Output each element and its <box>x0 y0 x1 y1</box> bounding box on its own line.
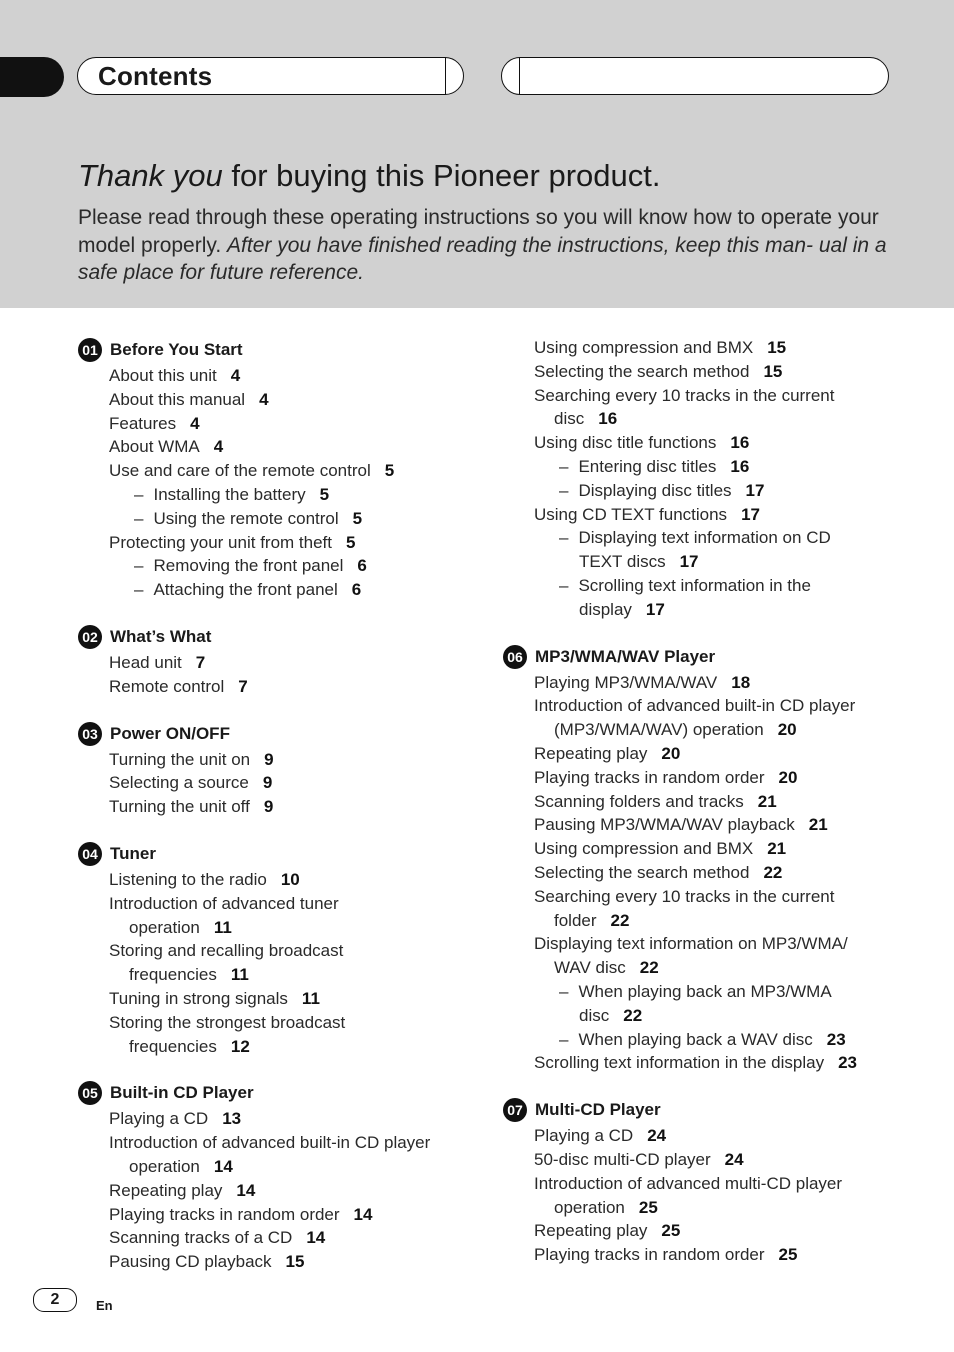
toc-entry[interactable] <box>503 766 923 790</box>
toc-entry-label: Pausing MP3/WMA/WAV playback <box>534 815 795 835</box>
toc-page-number: 5 <box>346 532 356 552</box>
toc-entry-label: disc <box>579 1005 610 1025</box>
toc-page-number: 15 <box>763 361 783 381</box>
toc-page-number: 7 <box>238 676 248 696</box>
dash-bullet: – <box>134 580 144 600</box>
toc-entry-label: frequencies <box>129 1036 217 1056</box>
toc-entry[interactable] <box>503 1243 923 1267</box>
toc-page-number: 4 <box>230 366 241 385</box>
toc-entry[interactable] <box>78 1179 478 1203</box>
toc-page-number: 4 <box>190 413 200 433</box>
toc-entry[interactable] <box>78 1226 478 1250</box>
section-number-badge: 06 <box>503 645 527 669</box>
toc-entry[interactable] <box>503 1219 923 1243</box>
toc-page-number: 16 <box>598 409 618 429</box>
toc-page-number: 5 <box>384 461 395 481</box>
toc-page-number: 11 <box>230 965 249 985</box>
toc-entry-label: Repeating play <box>109 1180 223 1200</box>
toc-entry[interactable] <box>503 1004 923 1028</box>
toc-entry[interactable] <box>78 675 478 699</box>
toc-right-column <box>503 338 923 1290</box>
toc-entry[interactable] <box>78 554 478 578</box>
toc-entry-label: Storing and recalling broadcast <box>109 941 344 961</box>
thank-you-rest: for buying this Pioneer product. <box>222 158 661 193</box>
toc-entry-label: Installing the battery <box>153 484 306 504</box>
toc-page-number: 20 <box>778 767 798 787</box>
section-title: Built-in CD Player <box>110 1083 254 1103</box>
toc-entry-label: disc <box>554 409 585 429</box>
toc-entry-label: Displaying text information on MP3/WMA/ <box>534 934 848 954</box>
toc-entry-label: Turning the unit on <box>109 749 251 769</box>
toc-entry-label: Selecting a source <box>109 773 249 793</box>
page-number: 2 <box>33 1288 77 1312</box>
page-title: Contents <box>98 61 213 91</box>
toc-entry-label: Turning the unit off <box>109 797 250 817</box>
toc-entry-label: Scrolling text information in the <box>578 575 811 595</box>
toc-entry[interactable] <box>503 1172 923 1196</box>
dash-bullet: – <box>559 480 569 500</box>
toc-entry-label: Scanning folders and tracks <box>534 791 744 811</box>
dash-bullet: – <box>559 1029 569 1049</box>
toc-entry[interactable] <box>503 837 923 861</box>
toc-entry[interactable] <box>503 742 923 766</box>
intro-italic-text: After you have finished reading the instructions, keep this man- ual in a safe place for future reference. <box>78 233 887 284</box>
toc-entry[interactable] <box>503 861 923 885</box>
toc-entry[interactable] <box>78 795 478 819</box>
toc-page-number: 14 <box>353 1204 373 1224</box>
toc-entry-label: 50-disc multi-CD player <box>534 1149 711 1169</box>
toc-page-number: 16 <box>730 433 750 453</box>
toc-entry[interactable] <box>78 459 478 483</box>
toc-entry[interactable] <box>78 651 478 675</box>
toc-entry[interactable] <box>78 987 478 1011</box>
toc-page-number: 25 <box>778 1245 798 1265</box>
toc-entry-label: When playing back an MP3/WMA <box>578 981 832 1001</box>
section-number-badge: 07 <box>503 1098 527 1122</box>
toc-entry[interactable] <box>78 578 478 602</box>
toc-page-number: 9 <box>263 797 274 817</box>
toc-entry-label: Displaying text information on CD <box>578 528 831 548</box>
section-number-badge: 04 <box>78 842 102 866</box>
toc-entry[interactable] <box>503 407 923 431</box>
toc-entry[interactable] <box>503 932 923 956</box>
toc-page-number: 21 <box>767 839 787 859</box>
toc-entry[interactable] <box>503 360 923 384</box>
toc-section <box>78 722 478 819</box>
language-code: En <box>96 1298 113 1313</box>
toc-entry[interactable] <box>503 1148 923 1172</box>
toc-entry-label: Introduction of advanced tuner <box>109 893 339 913</box>
section-number-badge: 05 <box>78 1081 102 1105</box>
section-number-badge: 01 <box>78 338 102 362</box>
toc-page-number: 18 <box>731 672 751 692</box>
toc-entry-label: Use and care of the remote control <box>109 461 371 481</box>
toc-entry[interactable] <box>503 455 923 479</box>
toc-entry-label: Listening to the radio <box>109 869 267 889</box>
toc-entry[interactable] <box>78 771 478 795</box>
toc-entry-label: Head unit <box>109 652 182 672</box>
section-title: MP3/WMA/WAV Player <box>535 646 716 666</box>
empty-title-box <box>501 57 889 95</box>
toc-entry-label: Repeating play <box>534 743 648 763</box>
section-number-badge: 03 <box>78 722 102 746</box>
toc-entry[interactable] <box>78 868 478 892</box>
toc-entry-label: Scanning tracks of a CD <box>109 1228 293 1248</box>
section-tab-marker <box>0 57 64 97</box>
toc-entry-label: Scrolling text information in the display <box>534 1053 825 1073</box>
toc-page-number: 23 <box>826 1029 846 1049</box>
section-title: Before You Start <box>110 340 243 359</box>
toc-page-number: 21 <box>808 815 828 835</box>
toc-entry-label: Playing a CD <box>109 1109 209 1129</box>
toc-entry[interactable] <box>78 1035 478 1059</box>
toc-page-number: 4 <box>213 437 224 457</box>
toc-entry-label: Pausing CD playback <box>109 1252 272 1272</box>
toc-page-number: 17 <box>679 552 699 572</box>
toc-entry[interactable] <box>78 939 478 963</box>
toc-page-number: 14 <box>213 1156 233 1176</box>
toc-entry-label: Using compression and BMX <box>534 839 754 859</box>
toc-page-number: 22 <box>763 862 783 882</box>
toc-entry-label: Using compression and BMX <box>534 338 754 357</box>
toc-page-number: 5 <box>352 508 363 528</box>
toc-entry[interactable] <box>78 963 478 987</box>
toc-left-column <box>78 338 478 1297</box>
toc-section-heading[interactable] <box>78 338 478 362</box>
toc-entry-label: Tuning in strong signals <box>109 988 288 1008</box>
toc-entry[interactable] <box>503 336 923 360</box>
toc-entry-label: Searching every 10 tracks in the current <box>534 886 835 906</box>
toc-entry-label: WAV disc <box>554 958 626 978</box>
toc-entry[interactable] <box>78 412 478 436</box>
toc-entry[interactable] <box>78 507 478 531</box>
toc-page-number: 25 <box>661 1221 681 1241</box>
toc-page-number: 15 <box>767 338 787 357</box>
toc-section-continued <box>503 336 923 622</box>
toc-entry-label: About this manual <box>109 389 246 409</box>
intro-plain-text: Please read through these operating instructions so you will know how to operate your model properly. <box>78 206 879 257</box>
toc-entry-label: Playing tracks in random order <box>534 767 765 787</box>
toc-page-number: 23 <box>838 1053 858 1073</box>
toc-page-number: 6 <box>351 580 362 600</box>
toc-page-number: 12 <box>230 1036 250 1056</box>
toc-entry-label: Playing tracks in random order <box>534 1245 765 1265</box>
toc-section <box>78 1081 478 1274</box>
toc-entry[interactable] <box>503 1124 923 1148</box>
toc-entry-label: Attaching the front panel <box>153 580 338 600</box>
toc-entry[interactable] <box>78 364 478 388</box>
toc-entry[interactable] <box>503 885 923 909</box>
toc-entry[interactable] <box>78 435 478 459</box>
toc-page-number: 15 <box>285 1252 305 1272</box>
toc-entry-label: Displaying disc titles <box>578 480 732 500</box>
thank-you-italic: Thank you <box>78 158 223 193</box>
section-title: Power ON/OFF <box>110 723 230 743</box>
dash-bullet: – <box>559 528 569 548</box>
toc-entry-label: About this unit <box>109 366 217 385</box>
toc-entry[interactable] <box>503 574 923 598</box>
toc-entry[interactable] <box>78 1011 478 1035</box>
toc-entry-label: Playing tracks in random order <box>109 1204 340 1224</box>
toc-entry-label: display <box>579 599 632 619</box>
intro-paragraph <box>78 204 898 287</box>
toc-page-number: 7 <box>195 652 206 672</box>
toc-entry[interactable] <box>78 916 478 940</box>
toc-entry[interactable] <box>503 1196 923 1220</box>
section-number-badge: 02 <box>78 625 102 649</box>
toc-page-number: 6 <box>357 556 367 576</box>
toc-page-number: 22 <box>623 1005 643 1025</box>
toc-page-number: 14 <box>236 1180 256 1200</box>
toc-entry-label: TEXT discs <box>579 552 666 572</box>
toc-page-number: 11 <box>213 917 232 937</box>
toc-entry[interactable] <box>503 1028 923 1052</box>
toc-entry[interactable] <box>78 1203 478 1227</box>
toc-entry[interactable] <box>78 892 478 916</box>
toc-entry[interactable] <box>503 790 923 814</box>
toc-entry-label: operation <box>129 917 200 937</box>
toc-entry-label: Introduction of advanced multi-CD player <box>534 1173 843 1193</box>
toc-entry-label: Protecting your unit from theft <box>109 532 332 552</box>
dash-bullet: – <box>559 981 569 1001</box>
toc-entry-label: Entering disc titles <box>578 456 717 476</box>
dash-bullet: – <box>134 484 144 504</box>
toc-entry[interactable] <box>78 1250 478 1274</box>
toc-page-number: 14 <box>306 1228 326 1248</box>
toc-entry[interactable] <box>503 671 923 695</box>
toc-entry-label: Features <box>109 413 177 433</box>
toc-entry-label: folder <box>554 910 597 930</box>
toc-entry[interactable] <box>503 813 923 837</box>
toc-section-heading[interactable] <box>78 842 478 866</box>
toc-entry-label: Selecting the search method <box>534 862 750 882</box>
toc-page-number: 17 <box>645 599 665 619</box>
toc-page-number: 24 <box>647 1126 667 1146</box>
toc-page-number: 21 <box>757 791 777 811</box>
toc-entry[interactable] <box>503 909 923 933</box>
toc-entry-label: When playing back a WAV disc <box>578 1029 813 1049</box>
toc-page-number: 4 <box>259 389 269 409</box>
toc-entry[interactable] <box>78 1155 478 1179</box>
toc-page-number: 9 <box>262 773 273 793</box>
toc-section <box>503 645 923 1076</box>
toc-entry-label: frequencies <box>129 965 217 985</box>
toc-entry[interactable] <box>503 694 923 718</box>
dash-bullet: – <box>559 456 569 476</box>
toc-entry[interactable] <box>503 550 923 574</box>
toc-entry[interactable] <box>78 483 478 507</box>
toc-entry[interactable] <box>503 980 923 1004</box>
toc-entry-label: Storing the strongest broadcast <box>109 1012 346 1032</box>
toc-entry[interactable] <box>78 388 478 412</box>
toc-entry[interactable] <box>503 1051 923 1075</box>
toc-page-number: 11 <box>301 988 320 1008</box>
toc-entry[interactable] <box>503 526 923 550</box>
toc-page-number: 16 <box>730 456 750 476</box>
toc-section-heading[interactable] <box>503 1098 923 1122</box>
toc-page-number: 17 <box>741 504 760 524</box>
toc-entry-label: Playing a CD <box>534 1126 634 1146</box>
toc-entry[interactable] <box>503 431 923 455</box>
toc-section <box>503 1098 923 1267</box>
toc-page-number: 13 <box>222 1109 242 1129</box>
toc-section-heading[interactable] <box>78 722 478 746</box>
toc-entry-label: Removing the front panel <box>153 556 344 576</box>
toc-entry-label: About WMA <box>109 437 200 457</box>
section-title: What’s What <box>110 626 212 646</box>
toc-entry[interactable] <box>78 748 478 772</box>
toc-entry[interactable] <box>78 1131 478 1155</box>
toc-entry[interactable] <box>78 1107 478 1131</box>
toc-section-heading[interactable] <box>78 625 478 649</box>
section-title: Tuner <box>110 843 156 863</box>
dash-bullet: – <box>559 575 569 595</box>
toc-entry-label: Using CD TEXT functions <box>534 504 728 524</box>
toc-entry-label: Introduction of advanced built-in CD player <box>109 1133 431 1153</box>
toc-page-number: 22 <box>610 910 630 930</box>
toc-entry[interactable] <box>503 479 923 503</box>
toc-entry-label: Remote control <box>109 676 225 696</box>
toc-entry-label: Searching every 10 tracks in the current <box>534 385 835 405</box>
toc-section <box>78 842 478 1058</box>
toc-entry[interactable] <box>503 956 923 980</box>
toc-page-number: 25 <box>638 1197 658 1217</box>
toc-entry[interactable] <box>78 531 478 555</box>
toc-entry[interactable] <box>503 718 923 742</box>
toc-entry-label: Using the remote control <box>153 508 339 528</box>
toc-page-number: 24 <box>724 1149 744 1169</box>
toc-section-heading[interactable] <box>503 645 923 669</box>
toc-entry-label: Introduction of advanced built-in CD player <box>534 696 856 716</box>
toc-entry-label: operation <box>554 1197 625 1217</box>
contents-title-box <box>77 57 464 95</box>
toc-entry-label: operation <box>129 1156 200 1176</box>
section-title: Multi-CD Player <box>535 1100 661 1120</box>
toc-page-number: 22 <box>639 958 659 978</box>
toc-entry-label: Using disc title functions <box>534 433 717 453</box>
toc-page-number: 5 <box>319 484 330 504</box>
dash-bullet: – <box>134 556 144 576</box>
toc-section <box>78 338 478 602</box>
toc-section <box>78 625 478 699</box>
toc-entry-label: Selecting the search method <box>534 361 750 381</box>
toc-section-heading[interactable] <box>78 1081 478 1105</box>
toc-entry[interactable] <box>503 598 923 622</box>
toc-entry-label: Repeating play <box>534 1221 648 1241</box>
toc-page-number: 20 <box>777 720 797 740</box>
thank-you-heading <box>78 158 660 194</box>
toc-page-number: 9 <box>264 749 274 769</box>
toc-entry-label: Playing MP3/WMA/WAV <box>534 672 718 692</box>
toc-page-number: 20 <box>661 743 681 763</box>
toc-page-number: 10 <box>280 869 300 889</box>
toc-page-number: 17 <box>745 480 765 500</box>
dash-bullet: – <box>134 508 144 528</box>
toc-entry[interactable] <box>503 503 923 527</box>
toc-entry[interactable] <box>503 384 923 408</box>
toc-entry-label: (MP3/WMA/WAV) operation <box>554 720 764 740</box>
